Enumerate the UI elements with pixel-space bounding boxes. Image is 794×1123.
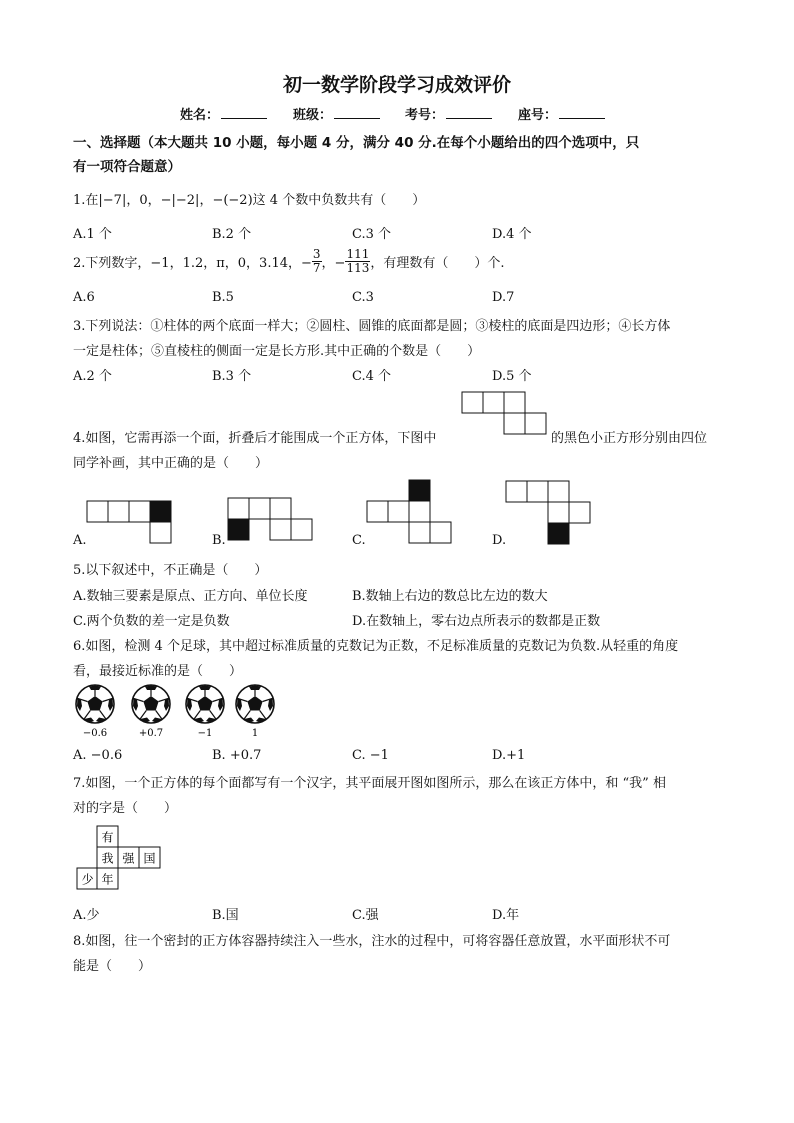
question-6-option-d: D.+1	[492, 748, 526, 763]
soccer-ball-1	[76, 685, 114, 723]
question-4-line2: 同学补画，其中正确的是（ ）	[73, 456, 269, 471]
seat-field: 座号：	[518, 104, 605, 123]
question-4-option-d-figure	[506, 481, 596, 546]
question-5-option-c: C.两个负数的差一定是负数	[73, 614, 230, 629]
question-3-option-d: D.5 个	[492, 369, 532, 384]
question-2-option-a: A.6	[73, 290, 95, 305]
question-4-option-a: A.	[73, 533, 87, 548]
ball-label-2: +0.7	[138, 728, 164, 739]
net-char-you: 有	[101, 830, 114, 845]
question-3-option-a: A.2 个	[73, 369, 112, 384]
question-6-option-c: C. −1	[352, 748, 389, 763]
question-1-option-c: C.3 个	[352, 227, 392, 242]
question-1-option-b: B.2 个	[212, 227, 252, 242]
question-4-option-d: D.	[492, 533, 507, 548]
soccer-ball-3	[186, 685, 224, 723]
net-char-wo: 我	[101, 851, 114, 866]
fraction-111-113: $\frac{111}{113}$	[346, 247, 370, 275]
fraction-3-7: $\frac{3}{7}$	[312, 247, 321, 275]
question-3-option-c: C.4 个	[352, 369, 392, 384]
page-title: 初一数学阶段学习成效评价	[282, 74, 511, 96]
question-7-cube-net	[77, 826, 167, 896]
question-2-stem: 2.下列数字，−1，1.2，π，0，3.14，− $\frac{3}{7}$ ，− $\frac{111}{113}$ ，有理数有（ ）个.	[73, 247, 505, 275]
soccer-ball-figure	[75, 684, 285, 739]
question-2-option-d: D.7	[492, 290, 515, 305]
question-3-option-b: B.3 个	[212, 369, 252, 384]
soccer-ball-2	[132, 685, 170, 723]
section-heading-line2: 有一项符合题意）	[73, 159, 181, 175]
question-7-line2: 对的字是（ ）	[73, 801, 178, 816]
question-4-stem-part1: 4.如图，它需再添一个面，折叠后才能围成一个正方体，下图中	[73, 431, 437, 446]
question-4-option-b-figure	[228, 498, 318, 543]
class-field: 班级：	[293, 104, 380, 123]
question-6-option-b: B. +0.7	[212, 748, 262, 763]
question-1-stem: 1.在|−7|，0，−|−2|，−(−2)这 4 个数中负数共有（ ）	[73, 193, 426, 208]
question-7-option-a: A.少	[73, 908, 100, 923]
question-6-option-a: A. −0.6	[73, 748, 123, 763]
ball-label-4: 1	[251, 728, 259, 739]
question-4-option-a-figure	[87, 501, 177, 546]
net-char-shao: 少	[81, 872, 94, 887]
question-8-line2: 能是（ ）	[73, 959, 152, 974]
question-5-option-b: B.数轴上右边的数总比左边的数大	[352, 589, 548, 604]
question-6-line1: 6.如图，检测 4 个足球，其中超过标准质量的克数记为正数，不足标准质量的克数记为负数.从轻重的角度	[73, 639, 679, 654]
question-4-option-c-figure	[367, 480, 457, 545]
ball-label-1: −0.6	[82, 728, 108, 739]
net-char-guo: 国	[143, 851, 156, 866]
question-1-option-a: A.1 个	[73, 227, 112, 242]
question-8-line1: 8.如图，往一个密封的正方体容器持续注入一些水，注水的过程中，可将容器任意放置，水平面形状不可	[73, 934, 671, 949]
question-7-line1: 7.如图，一个正方体的每个面都写有一个汉字，其平面展开图如图所示，那么在该正方体中，和 “我” 相	[73, 776, 666, 791]
question-5-option-a: A.数轴三要素是原点、正方向、单位长度	[73, 589, 308, 604]
name-field: 姓名：	[180, 104, 267, 123]
question-6-line2: 看，最接近标准的是（ ）	[73, 664, 243, 679]
question-4-option-b: B.	[212, 533, 226, 548]
question-2-option-c: C.3	[352, 290, 374, 305]
ball-label-3: −1	[197, 728, 213, 739]
question-5-option-d: D.在数轴上，零右边点所表示的数都是正数	[352, 614, 601, 629]
question-7-option-c: C.强	[352, 908, 379, 923]
soccer-ball-4	[236, 685, 274, 723]
question-5-stem: 5.以下叙述中，不正确是（ ）	[73, 563, 268, 578]
question-4-stem-part2: 的黑色小正方形分别由四位	[551, 431, 708, 446]
net-char-qiang: 强	[122, 851, 135, 866]
question-4-option-c: C.	[352, 533, 366, 548]
question-7-option-b: B.国	[212, 908, 239, 923]
exam-number-field: 考号：	[405, 104, 492, 123]
question-4-net-figure	[462, 392, 552, 437]
question-2-option-b: B.5	[212, 290, 234, 305]
question-1-option-d: D.4 个	[492, 227, 532, 242]
section-heading-line1: 一、选择题（本大题共 10 小题，每小题 4 分，满分 40 分.在每个小题给出的四个选项中，只	[73, 135, 640, 151]
question-3-line2: 一定是柱体；⑤直棱柱的侧面一定是长方形.其中正确的个数是（ ）	[73, 344, 481, 359]
question-7-option-d: D.年	[492, 908, 520, 923]
net-char-nian: 年	[101, 872, 114, 887]
question-3-line1: 3.下列说法：①柱体的两个底面一样大；②圆柱、圆锥的底面都是圆；③棱柱的底面是四边形；④长方体	[73, 319, 671, 334]
